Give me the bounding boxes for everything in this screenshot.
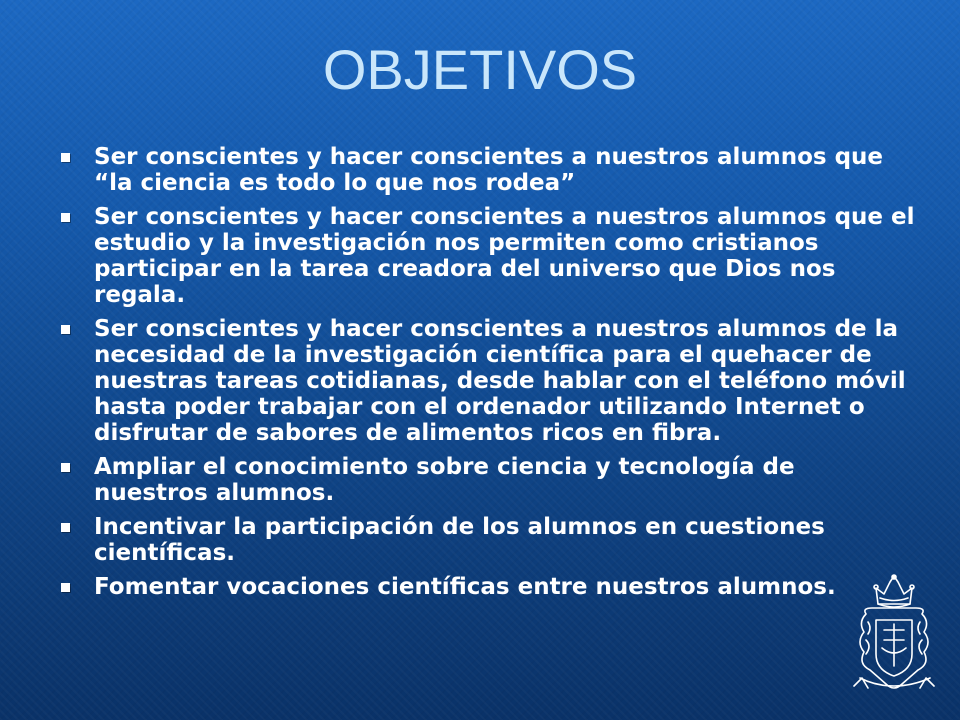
bullet-text: Ser conscientes y hacer conscientes a nuestros alumnos que el estudio y la investigación nos permiten como cristianos participar en la tarea creadora del universo que Dios nos regala. [94,204,915,308]
bullet-text: Ampliar el conocimiento sobre ciencia y tecnología de nuestros alumnos. [94,454,795,506]
objectives-list [56,144,916,608]
bullet-text: Ser conscientes y hacer conscientes a nuestros alumnos de la necesidad de la investigación científica para el quehacer de nuestras tareas cotidianas, desde hablar con el teléfono móvil hasta poder trabajar con el ordenador utilizando Internet o disfrutar de sabores de alimentos ricos en fibra. [94,316,906,446]
list-item [56,204,916,308]
slide-title: OBJETIVOS [322,38,638,101]
list-item [56,316,916,446]
bullet-text: Incentivar la participación de los alumnos en cuestiones científicas. [94,514,825,566]
list-item [56,454,916,506]
list-item [56,514,916,566]
list-item [56,574,916,600]
square-bullet-icon [61,523,70,532]
square-bullet-icon [61,213,70,222]
list-item [56,144,916,196]
square-bullet-icon [61,325,70,334]
bullet-text: Fomentar vocaciones científicas entre nuestros alumnos. [94,574,836,600]
square-bullet-icon [61,463,70,472]
bullet-text: Ser conscientes y hacer conscientes a nuestros alumnos que “la ciencia es todo lo que nos rodea” [94,144,884,196]
square-bullet-icon [61,583,70,592]
square-bullet-icon [61,153,70,162]
school-crest-icon [852,574,936,696]
